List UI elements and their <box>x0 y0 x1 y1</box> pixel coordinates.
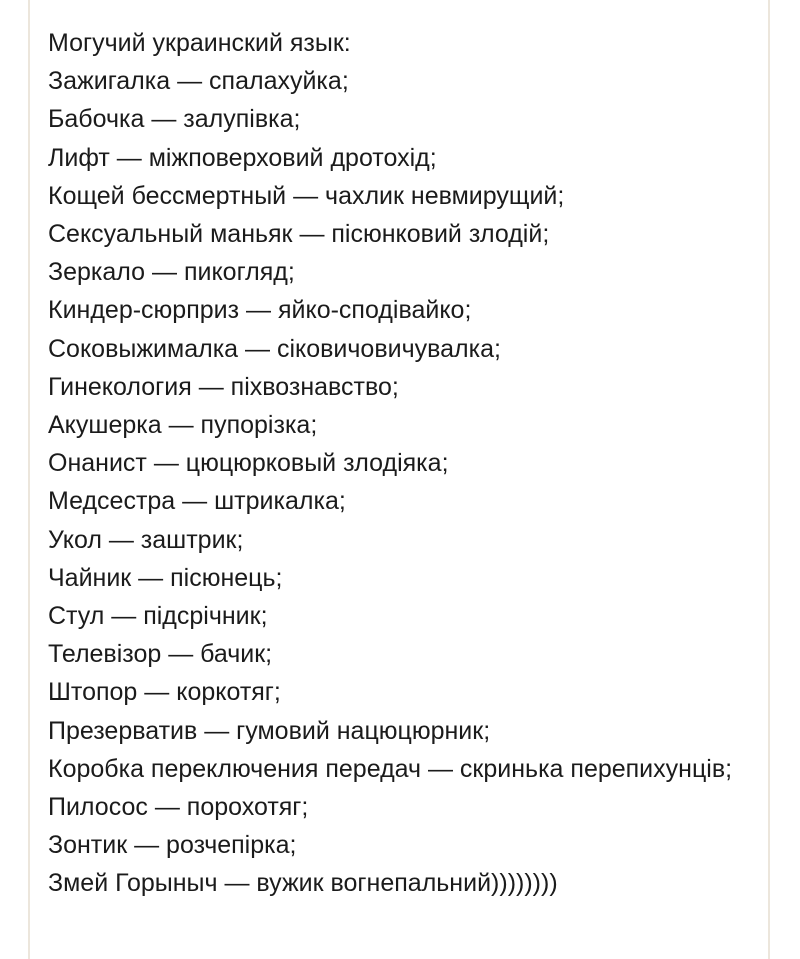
post-text <box>48 24 738 903</box>
post-line: Кощей бессмертный — чахлик невмирущий; <box>48 181 565 210</box>
left-border <box>28 0 30 959</box>
post-line: Онанист — цюцюрковый злодіяка; <box>48 449 449 478</box>
post-line: Зеркало — пикогляд; <box>48 258 295 287</box>
post-line: Штопор — коркотяг; <box>48 678 281 707</box>
post-line: Телевізор — бачик; <box>48 640 273 669</box>
post-line: Соковыжималка — сіковичовичувалка; <box>48 334 501 363</box>
post-line: Зонтик — розчепірка; <box>48 831 297 860</box>
post-line: Укол — заштрик; <box>48 525 244 554</box>
right-border <box>768 0 770 959</box>
post-line: Медсестра — штрикалка; <box>48 487 346 516</box>
post-line: Коробка переключения передач — скринька перепихунців; <box>48 754 733 783</box>
post-line: Сексуальный маньяк — пісюнковий злодій; <box>48 220 550 249</box>
post-line: Акушерка — пупорізка; <box>48 411 318 440</box>
post-line: Киндер-сюрприз — яйко-сподівайко; <box>48 296 472 325</box>
post-heading: Могучий украинский язык: <box>48 29 351 57</box>
post-line: Стул — підсрічник; <box>48 602 268 631</box>
post-line: Презерватив — гумовий нацюцюрник; <box>48 716 491 745</box>
post-line: Змей Горыныч — вужик вогнепальний)))))))) <box>48 869 558 898</box>
post-line: Зажигалка — спалахуйка; <box>48 67 349 96</box>
post-line: Гинекология — піхвознавство; <box>48 372 399 401</box>
post-line: Пилосос — порохотяг; <box>48 793 309 822</box>
post-line: Лифт — міжповерховий дротохід; <box>48 143 437 172</box>
post-line: Бабочка — залупівка; <box>48 105 301 134</box>
post-line: Чайник — пісюнець; <box>48 563 283 592</box>
